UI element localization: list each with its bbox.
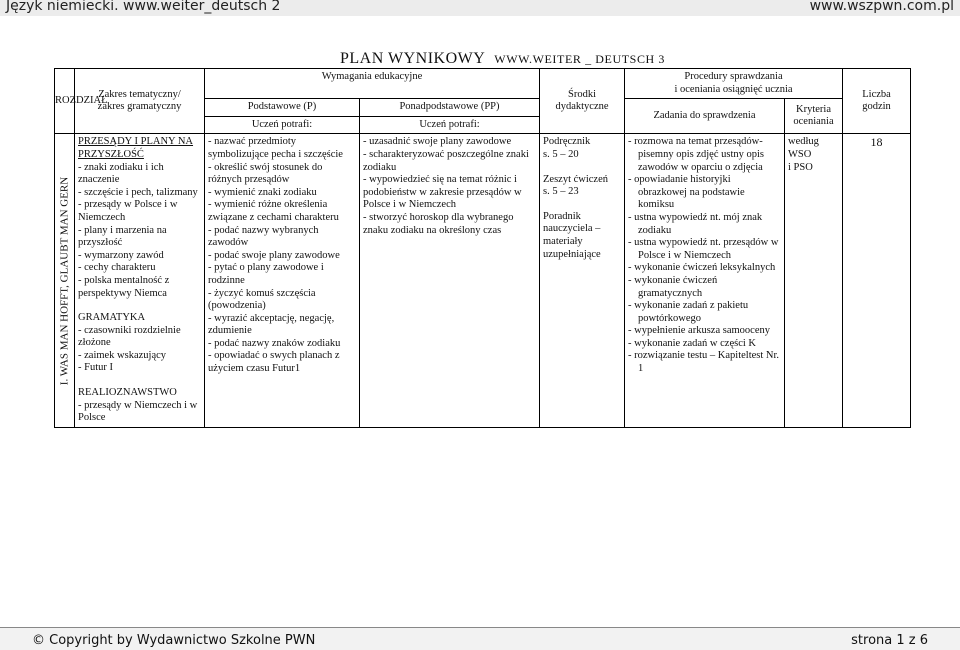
- zadania-item: - wykonanie ćwiczeń leksykalnych: [628, 262, 776, 274]
- rozdzial-cell: [55, 134, 75, 427]
- realioznawstwo-item: - przesądy w Niemczech i w Polsce: [78, 399, 198, 424]
- podstawowe-item: - życzyć komuś szczęścia (powodzenia): [208, 287, 316, 312]
- gramatyka-item: - czasowniki rozdzielnie złożone: [78, 324, 181, 349]
- podstawowe-item: - wymienić różne określenia związane z cechami charakteru: [208, 199, 339, 223]
- podstawowe-item: - opowiadać o swych planach z użyciem czasu Futur1: [208, 350, 340, 375]
- zadania-item: - wykonanie zadań z pakietu powtórkowego: [628, 300, 749, 324]
- header-left-title: Język niemiecki. www.weiter_deutsch 2: [6, 0, 281, 14]
- podstawowe-cell: [205, 134, 360, 427]
- srodki-zeszyt: Zeszyt ćwiczeń: [543, 173, 609, 185]
- podstawowe-item: - pytać o plany zawodowe i rodzinne: [208, 262, 324, 286]
- ponadpodstawowe-item: - wypowiedzieć się na temat różnic i podobieństw w zakresie przesądów w Polsce i w Niemczech: [363, 174, 522, 211]
- header-ponadpodstawowe: Ponadpodstawowe (PP): [360, 99, 540, 117]
- kryteria-line: według: [788, 136, 819, 148]
- srodki-cell: [540, 134, 625, 427]
- realioznawstwo-title: REALIOZNAWSTWO: [78, 387, 177, 399]
- gramatyka-item: - Futur I: [78, 362, 113, 374]
- srodki-poradnik: Poradnik: [543, 210, 581, 222]
- header-rozdzial: ROZDZIAŁ: [55, 69, 75, 134]
- podstawowe-item: - wyrazić akceptację, negację, zdumienie: [208, 312, 335, 337]
- liczba-godzin-value: 18: [843, 134, 911, 427]
- ponadpodstawowe-item: - scharakteryzować poszczególne znaki zodiaku: [363, 148, 529, 173]
- srodki-poradnik-line: materiały: [543, 235, 583, 247]
- podstawowe-item: - podać nazwy znaków zodiaku: [208, 337, 341, 349]
- plan-table: [54, 68, 911, 428]
- zakres-title-2: PRZYSZŁOŚĆ: [78, 148, 144, 160]
- srodki-podrecznik: Podręcznik: [543, 136, 591, 148]
- zakres-title-1: PRZESĄDY I PLANY NA: [78, 136, 194, 148]
- header-zadania: Zadania do sprawdzenia: [625, 99, 785, 134]
- header-liczba: Liczba godzin: [843, 69, 911, 134]
- zakres-item: - wymarzony zawód: [78, 249, 164, 261]
- zadania-item: - rozwiązanie testu – Kapiteltest Nr. 1: [628, 350, 780, 375]
- zadania-item: - wypełnienie arkusza samooceny: [628, 325, 770, 337]
- zakres-item: - cechy charakteru: [78, 262, 156, 274]
- srodki-poradnik-line: uzupełniające: [543, 248, 601, 260]
- rozdzial-title: I. WAS MAN HOFFT, GLAUBT MAN GERN: [58, 176, 71, 385]
- footer-page-number: strona 1 z 6: [851, 633, 928, 648]
- header-procedury: Procedury sprawdzania i oceniania osiągnięć ucznia: [625, 69, 843, 99]
- zakres-item: - polska mentalność z perspektywy Niemca: [78, 274, 170, 299]
- gramatyka-item: - zaimek wskazujący: [78, 349, 167, 361]
- srodki-zeszyt-pages: s. 5 – 23: [543, 186, 579, 198]
- header-kryteria: Kryteria oceniania: [785, 99, 843, 134]
- zadania-item: - wykonanie ćwiczeń gramatycznych: [628, 274, 718, 299]
- header-zakres: Zakres tematyczny/ zakres gramatyczny: [75, 69, 205, 134]
- footer-copyright: © Copyright by Wydawnictwo Szkolne PWN: [32, 633, 316, 648]
- gramatyka-title: GRAMATYKA: [78, 312, 146, 324]
- zakres-cell: [75, 134, 205, 427]
- podstawowe-item: - podać nazwy wybranych zawodów: [208, 224, 319, 249]
- header-srodki: Środki dydaktyczne: [540, 69, 625, 134]
- ponadpodstawowe-item: - stworzyć horoskop dla wybranego znaku zodiaku na określony czas: [363, 211, 514, 236]
- header-uczen-p: Uczeń potrafi:: [205, 116, 360, 134]
- ponadpodstawowe-cell: [360, 134, 540, 427]
- header-right-url: www.wszpwn.com.pl: [809, 0, 954, 14]
- podstawowe-item: - określić swój stosunek do różnych przesądów: [208, 161, 323, 186]
- ponadpodstawowe-item: - uzasadnić swoje plany zawodowe: [363, 136, 512, 148]
- zadania-item: - rozmowa na temat przesądów- pisemny opis zdjęć ustny opis zawodów w oparciu o zdjęcia: [628, 136, 764, 173]
- zadania-item: - ustna wypowiedź nt. przesądów w Polsce i w Niemczech: [628, 237, 779, 261]
- podstawowe-item: - podać swoje plany zawodowe: [208, 249, 340, 261]
- zadania-item: - ustna wypowiedź nt. mój znak zodiaku: [628, 211, 763, 236]
- kryteria-line: WSO: [788, 148, 812, 160]
- zadania-item: - wykonanie zadań w części K: [628, 337, 756, 349]
- zadania-item: - opowiadanie historyjki obrazkowej na podstawie komiksu: [628, 174, 745, 211]
- header-wymagania: Wymagania edukacyjne: [205, 69, 540, 99]
- plan-title: [340, 50, 665, 68]
- zakres-item: - znaki zodiaku i ich znaczenie: [78, 161, 164, 186]
- zakres-item: - przesądy w Polsce i w Niemczech: [78, 199, 178, 223]
- srodki-poradnik-line: nauczyciela –: [543, 223, 601, 235]
- kryteria-line: i PSO: [788, 161, 813, 173]
- plan-title-sub: WWW.WEITER _ DEUTSCH 3: [494, 52, 666, 66]
- header-podstawowe: Podstawowe (P): [205, 99, 360, 117]
- podstawowe-item: - nazwać przedmioty symbolizujące pecha i szczęście: [208, 136, 343, 160]
- kryteria-cell: [785, 134, 843, 427]
- header-uczen-pp: Uczeń potrafi:: [360, 116, 540, 134]
- plan-title-main: PLAN WYNIKOWY: [340, 50, 486, 67]
- zakres-item: - szczęście i pech, talizmany: [78, 186, 198, 198]
- podstawowe-item: - wymienić znaki zodiaku: [208, 186, 317, 198]
- zadania-cell: [625, 134, 785, 427]
- zakres-item: - plany i marzenia na przyszłość: [78, 224, 167, 249]
- srodki-podrecznik-pages: s. 5 – 20: [543, 148, 579, 160]
